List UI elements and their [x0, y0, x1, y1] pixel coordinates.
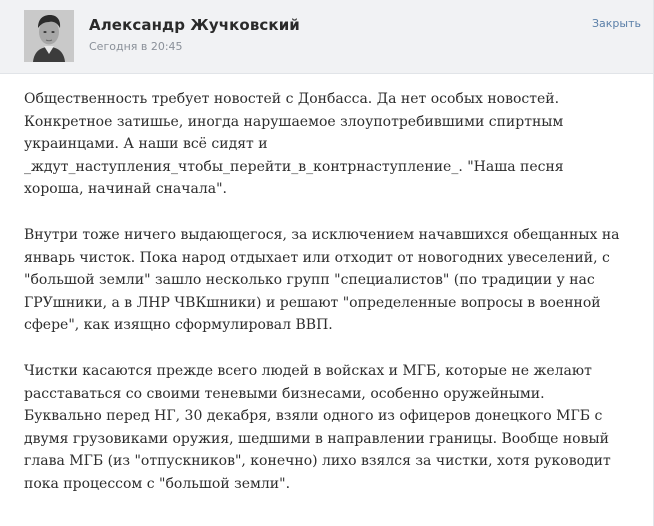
avatar[interactable]	[24, 10, 74, 62]
text-line: двумя грузовиками оружия, шедшими в направлении границы. Вообще новый	[24, 430, 609, 447]
text-line: украинцами. А наши всё сидят и	[24, 136, 268, 153]
person-photo-icon	[24, 10, 74, 62]
text-line: Общественность требует новостей с Донбасса. Да нет особых новостей.	[24, 91, 560, 107]
text-line: Буквально перед НГ, 30 декабря, взяли одного из офицеров донецкого МГБ с	[24, 408, 603, 425]
text-line: Внутри тоже ничего выдающегося, за исключением начавшихся обещанных на	[24, 226, 620, 243]
post-paragraph	[24, 88, 636, 201]
post-body	[24, 88, 636, 519]
post-header	[0, 0, 653, 74]
text-line: расставаться со своими теневыми бизнесами, особенно оружейными.	[24, 385, 545, 402]
text-line: Конкретное затишье, иногда нарушаемое злоупотребившими спиртным	[24, 113, 564, 130]
post-paragraph	[24, 360, 636, 496]
post-timestamp[interactable]: Сегодня в 20:45	[89, 40, 183, 53]
post-paragraph	[24, 224, 636, 337]
text-line: январь чисток. Пока народ отдыхает или отходит от новогодних увеселений, с	[24, 249, 610, 266]
author-name[interactable]: Александр Жучковский	[89, 16, 300, 34]
text-line: "большой земли" зашло несколько групп "специалистов" (по традиции у нас	[24, 272, 595, 289]
text-line: _ждут_наступления_чтобы_перейти_в_контрнаступление_. "Наша песня	[24, 158, 564, 175]
text-line: ГРУшники, а в ЛНР ЧВКшники) и решают "определенные вопросы в военной	[24, 294, 601, 311]
close-button[interactable]: Закрыть	[592, 17, 641, 30]
text-line: хороша, начинай сначала".	[24, 181, 227, 198]
text-line: глава МГБ (из "отпускников", конечно) лихо взялся за чистки, хотя руководит	[24, 453, 611, 470]
text-line: пока процессом с "большой земли".	[24, 475, 291, 492]
text-line: сфере", как изящно сформулировал ВВП.	[24, 317, 333, 334]
text-line: Чистки касаются прежде всего людей в войсках и МГБ, которые не желают	[24, 362, 592, 379]
